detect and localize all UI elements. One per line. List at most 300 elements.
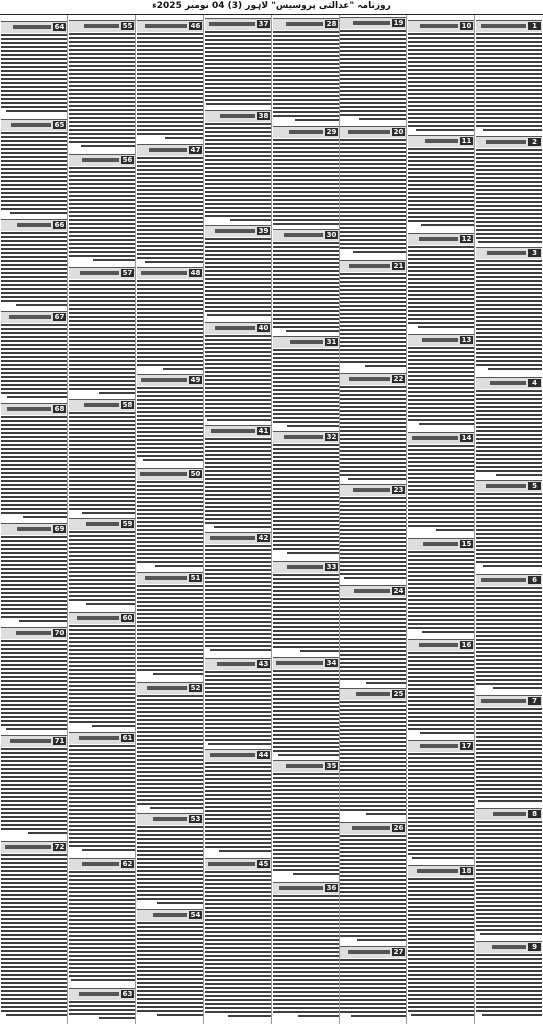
notice-number-badge: 70	[54, 629, 65, 637]
text-line	[476, 780, 542, 782]
text-line	[69, 352, 135, 354]
text-line	[137, 501, 203, 503]
text-line	[69, 563, 135, 565]
text-line	[69, 412, 135, 414]
text-line	[137, 954, 203, 956]
text-line	[137, 77, 203, 79]
text-line	[340, 42, 406, 44]
text-line	[273, 79, 339, 81]
text-line	[69, 432, 135, 434]
notice-number-badge: 28	[326, 20, 337, 28]
text-line	[205, 367, 271, 369]
text-line	[137, 161, 203, 163]
text-line	[408, 359, 474, 361]
text-line	[137, 493, 203, 495]
text-line	[69, 813, 135, 815]
notice-block	[408, 865, 474, 1022]
text-line	[1, 704, 67, 706]
text-line	[357, 939, 406, 941]
text-line	[69, 211, 135, 213]
text-line	[416, 129, 474, 131]
text-line	[137, 751, 203, 753]
text-line	[1, 136, 67, 138]
text-line	[408, 53, 474, 55]
text-line	[408, 728, 474, 730]
text-line	[69, 797, 135, 799]
text-line	[408, 481, 474, 483]
text-line	[137, 407, 203, 409]
text-line	[205, 450, 271, 452]
text-line	[205, 903, 271, 905]
text-line	[483, 565, 542, 567]
text-line	[137, 328, 203, 330]
text-line	[408, 886, 474, 888]
text-line	[1, 536, 67, 538]
notice-number-badge: 13	[461, 336, 472, 344]
text-line	[340, 883, 406, 885]
text-line	[408, 465, 474, 467]
text-line	[273, 911, 339, 913]
text-line	[1, 890, 67, 892]
notice-heading	[1, 403, 67, 415]
text-line	[476, 33, 542, 35]
text-line	[69, 967, 135, 969]
notice-body-text	[137, 280, 203, 373]
notice-number-badge: 40	[258, 324, 269, 332]
text-line	[1, 724, 67, 726]
text-line	[408, 367, 474, 369]
text-line	[408, 160, 474, 162]
text-line	[205, 270, 271, 272]
text-line	[273, 853, 339, 855]
text-line	[340, 325, 406, 327]
text-line	[1, 1010, 67, 1012]
text-line	[340, 398, 406, 400]
text-line	[476, 744, 542, 746]
text-line	[340, 561, 406, 563]
notice-block	[340, 585, 406, 687]
text-line	[340, 34, 406, 36]
text-line	[137, 308, 203, 310]
notice-heading	[273, 18, 339, 30]
text-line	[476, 655, 542, 657]
text-line	[340, 50, 406, 52]
text-line	[340, 646, 406, 648]
text-line	[478, 800, 542, 802]
text-line	[205, 339, 271, 341]
text-line	[408, 898, 474, 900]
text-line	[69, 141, 135, 143]
text-line	[69, 436, 135, 438]
text-line	[1, 74, 67, 76]
text-line	[476, 869, 542, 871]
notice-heading	[1, 219, 67, 231]
text-line	[69, 175, 135, 177]
text-line	[69, 773, 135, 775]
text-line	[205, 187, 271, 189]
text-line	[1, 340, 67, 342]
notice-heading-text	[486, 484, 526, 488]
text-line	[206, 103, 271, 105]
text-line	[340, 626, 406, 628]
text-line	[7, 396, 67, 398]
text-line	[408, 986, 474, 988]
text-line	[273, 718, 339, 720]
text-line	[205, 545, 271, 547]
text-line	[1, 584, 67, 586]
text-line	[476, 276, 542, 278]
text-line	[273, 389, 339, 391]
text-line	[476, 647, 542, 649]
text-line	[1, 854, 67, 856]
text-line	[19, 620, 67, 622]
text-line	[273, 606, 339, 608]
text-line	[205, 822, 271, 824]
text-line	[340, 454, 406, 456]
text-line	[137, 838, 203, 840]
text-line	[476, 344, 542, 346]
text-line	[205, 641, 271, 643]
text-line	[273, 444, 339, 446]
text-line	[476, 549, 542, 551]
notice-heading	[1, 523, 67, 535]
text-line	[476, 587, 542, 589]
text-line	[205, 549, 271, 551]
text-line	[205, 601, 271, 603]
text-line	[205, 518, 271, 520]
column-divider	[135, 15, 136, 1024]
text-line	[1, 70, 67, 72]
text-line	[476, 462, 542, 464]
text-line	[340, 513, 406, 515]
text-line	[476, 73, 542, 75]
notice-heading-text	[7, 407, 51, 411]
text-line	[340, 887, 406, 889]
text-line	[1, 160, 67, 162]
text-line	[69, 571, 135, 573]
text-line	[273, 365, 339, 367]
text-line	[273, 143, 339, 145]
text-line	[476, 994, 542, 996]
notice-heading	[273, 561, 339, 573]
text-line	[137, 443, 203, 445]
notice-block	[137, 813, 203, 908]
notice-body-text	[340, 598, 406, 687]
notice-body-text	[408, 878, 474, 1022]
text-line	[476, 873, 542, 875]
text-line	[340, 438, 406, 440]
notice-body-text	[273, 139, 339, 228]
text-line	[476, 328, 542, 330]
text-line	[205, 395, 271, 397]
text-line	[408, 282, 474, 284]
notice-number-badge: 8	[528, 810, 541, 818]
text-line	[273, 55, 339, 57]
text-line	[476, 57, 542, 59]
text-line	[137, 695, 203, 697]
text-line	[273, 813, 339, 815]
text-line	[273, 781, 339, 783]
text-line	[340, 167, 406, 169]
text-line	[340, 618, 406, 620]
text-line	[273, 710, 339, 712]
text-line	[273, 472, 339, 474]
notice-body-text	[1, 34, 67, 118]
notice-number-badge: 53	[190, 815, 201, 823]
text-line	[408, 250, 474, 252]
text-line	[69, 296, 135, 298]
text-line	[1, 284, 67, 286]
text-line	[476, 732, 542, 734]
text-line	[408, 785, 474, 787]
notice-heading-text	[289, 130, 323, 134]
text-line	[137, 858, 203, 860]
text-line	[340, 1011, 406, 1013]
text-line	[1, 788, 67, 790]
text-line	[1, 484, 67, 486]
text-line	[478, 241, 542, 243]
text-line	[1, 336, 67, 338]
text-line	[1, 156, 67, 158]
text-line	[408, 1010, 474, 1012]
text-line	[137, 834, 203, 836]
text-line	[1, 982, 67, 984]
text-line	[205, 770, 271, 772]
text-line	[273, 314, 339, 316]
text-line	[408, 688, 474, 690]
text-line	[69, 955, 135, 957]
text-line	[1, 176, 67, 178]
text-line	[408, 469, 474, 471]
text-line	[1, 102, 67, 104]
text-line	[1, 492, 67, 494]
text-line	[1, 918, 67, 920]
text-line	[273, 899, 339, 901]
notice-heading-text	[210, 753, 255, 757]
text-line	[476, 599, 542, 601]
text-line	[137, 117, 203, 119]
text-line	[340, 223, 406, 225]
text-line	[298, 1015, 339, 1017]
text-line	[137, 641, 203, 643]
text-line	[1, 432, 67, 434]
text-line	[1, 380, 67, 382]
text-line	[408, 551, 474, 553]
notice-heading-text	[481, 24, 526, 28]
text-line	[205, 375, 271, 377]
text-line	[69, 637, 135, 639]
text-line	[214, 526, 271, 528]
column-divider	[67, 15, 68, 1024]
notice-heading	[408, 639, 474, 651]
text-line	[273, 706, 339, 708]
notice-heading-text	[492, 945, 526, 949]
notice-heading-text	[141, 378, 187, 382]
text-line	[273, 107, 339, 109]
text-line	[137, 435, 203, 437]
text-line	[205, 561, 271, 563]
text-line	[1, 600, 67, 602]
text-line	[408, 579, 474, 581]
notice-block	[273, 882, 339, 1022]
text-line	[205, 927, 271, 929]
text-line	[340, 54, 406, 56]
notice-block	[205, 425, 271, 531]
text-line	[273, 421, 339, 423]
text-line	[1, 468, 67, 470]
notice-number-badge: 30	[326, 231, 337, 239]
text-line	[69, 821, 135, 823]
notice-number-badge: 20	[393, 128, 404, 136]
text-line	[137, 609, 203, 611]
notice-block	[205, 658, 271, 748]
text-line	[408, 513, 474, 515]
text-line	[205, 155, 271, 157]
text-line	[476, 352, 542, 354]
notice-body-text	[340, 139, 406, 259]
text-line	[408, 571, 474, 573]
notice-heading-text	[348, 130, 390, 134]
text-line	[340, 797, 406, 799]
notice-body-text	[69, 871, 135, 987]
text-line	[1, 384, 67, 386]
page-header	[0, 0, 543, 15]
notice-heading-text	[486, 140, 526, 144]
text-line	[69, 428, 135, 430]
text-line	[476, 712, 542, 714]
text-line	[69, 356, 135, 358]
text-line	[476, 193, 542, 195]
text-line	[69, 793, 135, 795]
text-line	[205, 971, 271, 973]
text-line	[340, 606, 406, 608]
text-line	[340, 713, 406, 715]
text-line	[1, 898, 67, 900]
notice-block	[476, 808, 542, 940]
notice-number-badge: 25	[393, 690, 404, 698]
text-line	[273, 837, 339, 839]
text-line	[1, 664, 67, 666]
notice-heading-text	[349, 377, 390, 381]
text-line	[340, 333, 406, 335]
text-line	[340, 211, 406, 213]
text-line	[69, 129, 135, 131]
text-line	[69, 472, 135, 474]
text-line	[69, 300, 135, 302]
text-line	[476, 209, 542, 211]
text-line	[340, 175, 406, 177]
text-line	[205, 498, 271, 500]
text-line	[1, 436, 67, 438]
news-column	[68, 15, 136, 1024]
text-line	[69, 595, 135, 597]
text-line	[69, 105, 135, 107]
text-line	[1, 272, 67, 274]
text-line	[408, 521, 474, 523]
text-line	[69, 223, 135, 225]
text-line	[1, 480, 67, 482]
text-line	[69, 388, 135, 390]
text-line	[69, 891, 135, 893]
text-line	[69, 713, 135, 715]
text-line	[273, 777, 339, 779]
text-line	[69, 444, 135, 446]
text-line	[273, 825, 339, 827]
text-line	[340, 573, 406, 575]
text-line	[137, 561, 203, 563]
text-line	[157, 1014, 203, 1016]
text-line	[1, 772, 67, 774]
column-divider	[203, 15, 204, 1024]
text-line	[408, 587, 474, 589]
text-line	[408, 117, 474, 119]
text-line	[408, 85, 474, 87]
text-line	[273, 99, 339, 101]
notice-heading-text	[353, 488, 390, 492]
notice-number-badge: 21	[393, 262, 404, 270]
text-line	[408, 180, 474, 182]
text-line	[408, 509, 474, 511]
text-line	[408, 204, 474, 206]
notice-heading	[69, 399, 135, 411]
text-line	[408, 958, 474, 960]
text-line	[137, 669, 203, 671]
notice-number-badge: 19	[393, 19, 404, 27]
text-line	[340, 147, 406, 149]
notice-body-text	[408, 148, 474, 232]
text-line	[476, 61, 542, 63]
text-line	[340, 434, 406, 436]
text-line	[81, 145, 135, 147]
notice-number-badge: 48	[190, 269, 201, 277]
text-line	[476, 877, 542, 879]
notice-block	[69, 518, 135, 611]
text-line	[69, 496, 135, 498]
text-line	[273, 480, 339, 482]
text-line	[408, 371, 474, 373]
text-line	[340, 875, 406, 877]
text-line	[137, 193, 203, 195]
text-line	[137, 605, 203, 607]
text-line	[273, 805, 339, 807]
text-line	[273, 35, 339, 37]
text-line	[476, 671, 542, 673]
text-line	[1, 820, 67, 822]
text-line	[408, 445, 474, 447]
text-line	[1, 764, 67, 766]
text-line	[476, 260, 542, 262]
text-line	[408, 595, 474, 597]
text-line	[1, 828, 67, 830]
text-line	[69, 41, 135, 43]
notice-number-badge: 66	[54, 221, 65, 229]
text-line	[137, 593, 203, 595]
text-line	[476, 458, 542, 460]
text-line	[205, 806, 271, 808]
text-line	[1, 256, 67, 258]
text-line	[1, 858, 67, 860]
notice-heading	[137, 144, 203, 156]
text-line	[273, 734, 339, 736]
notice-body-text	[476, 587, 542, 694]
text-line	[1, 86, 67, 88]
text-line	[137, 93, 203, 95]
text-line	[1, 168, 67, 170]
text-line	[69, 777, 135, 779]
notice-heading-text	[17, 527, 51, 531]
text-line	[1, 50, 67, 52]
notice-heading-text	[286, 22, 323, 26]
